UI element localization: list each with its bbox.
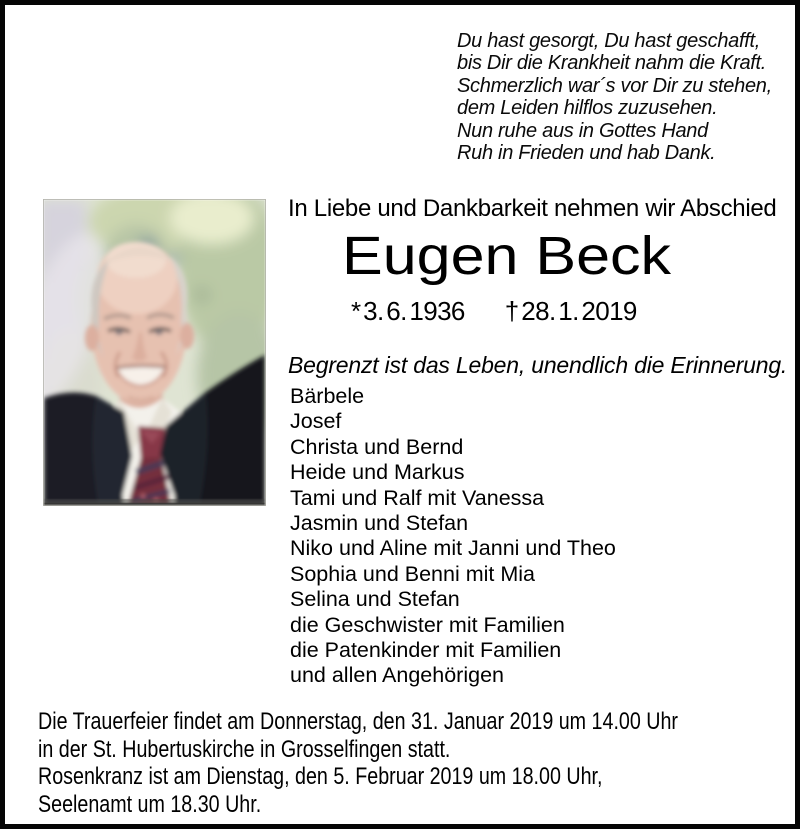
mourner-line: die Patenkinder mit Familien	[290, 638, 562, 663]
life-dates	[351, 296, 637, 327]
mourner-line: Josef	[290, 409, 342, 434]
mourner-line: Bärbele	[290, 384, 365, 408]
service-line: Rosenkranz ist am Dienstag, den 5. Februar 2019 um 18.00 Uhr,	[38, 763, 603, 791]
mourner-line: Selina und Stefan	[290, 587, 460, 612]
service-line: Die Trauerfeier findet am Donnerstag, den 31. Januar 2019 um 14.00 Uhr	[38, 708, 678, 735]
deceased-name: Eugen Beck	[342, 226, 672, 286]
memorial-verse	[457, 30, 772, 164]
verse-line: dem Leiden hilflos zuzusehen.	[457, 97, 718, 120]
verse-line: Ruh in Frieden und hab Dank.	[457, 142, 716, 165]
service-line: in der St. Hubertuskirche in Grosselfingen statt.	[38, 735, 451, 763]
service-details	[38, 708, 800, 818]
mourner-line: Jasmin und Stefan	[290, 511, 469, 536]
mourner-line: und allen Angehörigen	[290, 663, 504, 688]
mourner-line: die Geschwister mit Familien	[290, 612, 565, 637]
farewell-intro: In Liebe und Dankbarkeit nehmen wir Abschied	[288, 195, 777, 222]
portrait-photo	[44, 200, 265, 505]
mourner-line: Niko und Aline mit Janni und Theo	[290, 536, 616, 561]
portrait-illustration	[44, 200, 265, 505]
mourner-line: Sophia und Benni mit Mia	[290, 561, 536, 586]
verse-line: bis Dir die Krankheit nahm die Kraft.	[457, 52, 767, 75]
death-date: † 28. 1. 2019	[504, 296, 637, 326]
verse-line: Schmerzlich war´s vor Dir zu stehen,	[457, 74, 772, 97]
mourner-line: Christa und Bernd	[290, 434, 464, 459]
epitaph: Begrenzt ist das Leben, unendlich die Erinnerung.	[288, 352, 788, 378]
verse-line: Du hast gesorgt, Du hast geschafft,	[457, 30, 761, 52]
birth-date: * 3. 6. 1936	[351, 296, 465, 326]
mourner-line: Heide und Markus	[290, 460, 465, 485]
verse-line: Nun ruhe aus in Gottes Hand	[457, 119, 708, 142]
service-line: Seelenamt um 18.30 Uhr.	[38, 790, 262, 818]
mourners-list	[290, 384, 616, 689]
mourner-line: Tami und Ralf mit Vanessa	[290, 485, 545, 510]
